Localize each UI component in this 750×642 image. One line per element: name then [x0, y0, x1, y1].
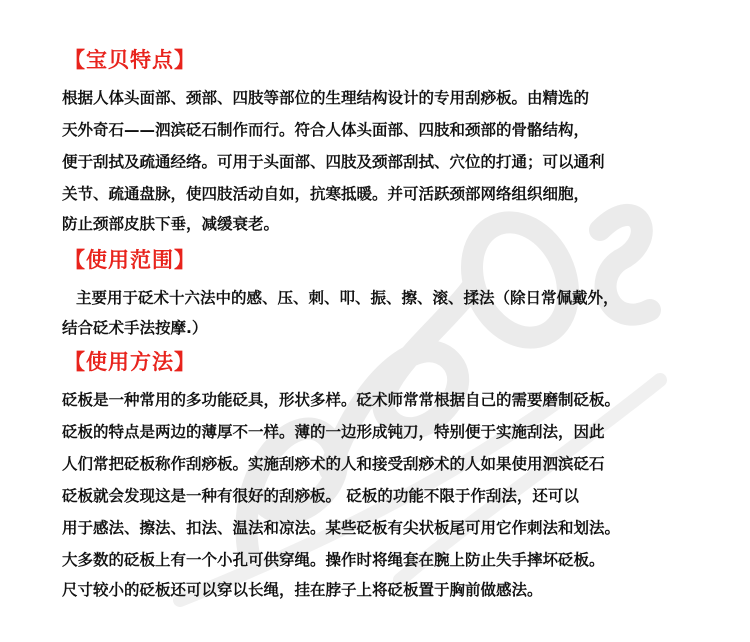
usage-scope-line: 结合砭术手法按摩.）	[62, 319, 208, 337]
features-line: 防止颈部皮肤下垂，减缓衰老。	[62, 215, 280, 233]
usage-method-line: 砭板的特点是两边的薄厚不一样。薄的一边形成钝刀，特别便于实施刮法，因此	[62, 423, 605, 441]
usage-scope-heading: 【使用范围】	[64, 248, 196, 272]
usage-method-line: 用于感法、擦法、扣法、温法和凉法。某些砭板有尖状板尾可用它作刺法和划法。	[62, 519, 621, 537]
features-heading: 【宝贝特点】	[64, 48, 196, 72]
features-line: 根据人体头面部、颈部、四肢等部位的生理结构设计的专用刮痧板。由精选的	[62, 89, 590, 107]
features-line: 便于刮拭及疏通经络。可用于头面部、四肢及颈部刮拭、穴位的打通；可以通利	[62, 153, 605, 171]
usage-method-heading: 【使用方法】	[64, 350, 196, 374]
usage-method-line: 人们常把砭板称作刮痧板。实施刮痧术的人和接受刮痧术的人如果使用泗滨砭石	[62, 455, 605, 473]
usage-method-line: 尺寸较小的砭板还可以穿以长绳，挂在脖子上将砭板置于胸前做感法。	[62, 581, 543, 599]
usage-method-line: 砭板是一种常用的多功能砭具，形状多样。砭术师常常根据自己的需要磨制砭板。	[62, 391, 621, 409]
features-line: 关节、疏通盘脉，使四肢活动自如，抗寒抵暖。并可活跃颈部网络组织细胞，	[62, 185, 590, 203]
features-line: 天外奇石——泗滨砭石制作而行。符合人体头面部、四肢和颈部的骨骼结构，	[62, 121, 590, 139]
usage-scope-line: 主要用于砭术十六法中的感、压、刺、叩、振、擦、滚、揉法（除日常佩戴外，	[76, 289, 619, 307]
usage-method-line: 大多数的砭板上有一个小孔可供穿绳。操作时将绳套在腕上防止失手摔坏砭板。	[62, 551, 605, 569]
usage-method-line: 砭板就会发现这是一种有很好的刮痧板。 砭板的功能不限于作刮法，还可以	[62, 487, 579, 505]
